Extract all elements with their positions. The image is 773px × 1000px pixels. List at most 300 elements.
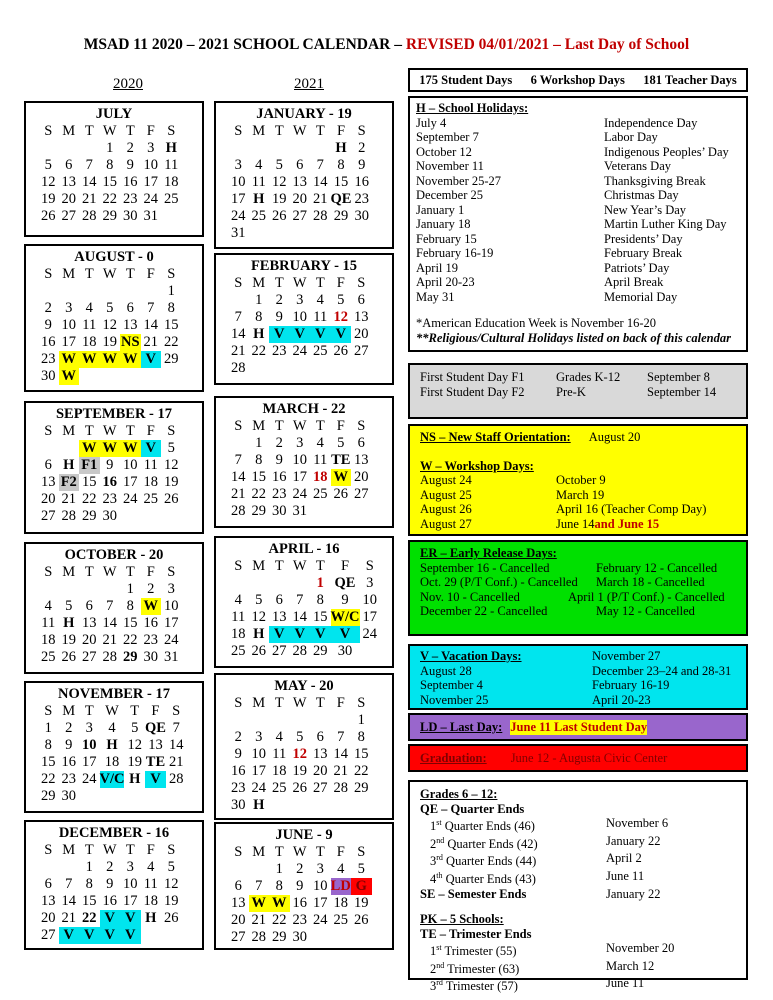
day-cell: 17 [362, 609, 377, 625]
holiday-row-col: Presidents’ Day [604, 231, 683, 246]
day-cell [351, 503, 372, 520]
workshop-row-col: August 27 [420, 516, 472, 531]
holiday-row-col: February 16-19 [416, 246, 494, 260]
day-cell: 11 [313, 452, 328, 468]
day-cell [290, 360, 311, 377]
holidays-heading: H – School Holidays: [416, 101, 529, 115]
calendar-grid [38, 423, 182, 525]
day-cell: 29 [333, 208, 349, 224]
day-cell [290, 712, 311, 729]
day-cell: F2 [59, 474, 80, 491]
weekday-header: M [252, 418, 266, 434]
day-cell: 28 [168, 771, 184, 787]
day-cell: 10 [292, 452, 307, 468]
calendar-grid [228, 275, 372, 377]
month-march: MARCH - 22 S M T W T F S 1 2 3 4 5 6 7 8 9 10 11 TE 13 14 15 16 17 18 W 20 21 22 23 24 25 26 27 28 29 30 31 [214, 396, 394, 528]
day-cell: 14 [313, 174, 328, 190]
day-cell: 16 [123, 174, 138, 190]
vacation-row-col: November 25 [420, 692, 489, 707]
day-cell: 1 [106, 140, 114, 156]
weekday-header: M [252, 558, 266, 574]
day-cell [38, 859, 59, 876]
workshop-row-col: April 16 (Teacher Comp Day) [556, 502, 707, 516]
day-cell: 8 [106, 157, 114, 173]
vacation-row-col: August 28 [420, 663, 472, 678]
day-cell: 24 [143, 191, 158, 207]
day-cell: 12 [127, 737, 142, 753]
day-cell [59, 283, 80, 300]
day-cell: 22 [123, 632, 138, 648]
early-release-row-col: March 18 - Cancelled [596, 575, 705, 589]
day-cell: QE [334, 575, 356, 591]
day-cell: 10 [251, 746, 266, 762]
weekday-header: T [315, 695, 325, 711]
day-cell: 4 [337, 861, 345, 877]
quarter-row-label: 3rd Quarter Ends (44) [430, 853, 537, 869]
day-cell [290, 225, 311, 242]
workshop-row [420, 502, 746, 517]
day-cell: 2 [44, 300, 52, 316]
day-cell: 6 [126, 300, 134, 316]
day-cell: 7 [316, 157, 324, 173]
day-cell: 23 [354, 191, 369, 207]
day-cell [310, 929, 331, 946]
day-cell: 16 [231, 763, 246, 779]
weekday-header: T [274, 418, 284, 434]
day-cell: LD [330, 878, 351, 894]
day-cell: 18 [164, 174, 179, 190]
weekday-header: S [357, 844, 366, 860]
day-cell: 10 [143, 157, 158, 173]
quarter-row-label: 4th Quarter Ends (43) [430, 870, 536, 887]
holiday-row-col: Independence Day [604, 115, 698, 130]
day-cell: 6 [296, 157, 304, 173]
day-cell: 21 [231, 343, 246, 359]
day-cell: 8 [337, 157, 345, 173]
day-cell: 10 [164, 598, 179, 614]
day-cell: 19 [292, 763, 307, 779]
day-cell: W [120, 351, 141, 368]
day-cell: 7 [234, 452, 242, 468]
day-cell: 29 [354, 780, 369, 796]
weekday-header: T [84, 564, 94, 580]
day-cell [166, 788, 187, 805]
day-cell: 21 [143, 334, 158, 350]
day-cell [269, 225, 290, 242]
day-cell: 18 [41, 632, 56, 648]
day-cell: 3 [65, 300, 73, 316]
day-cell: 5 [275, 157, 283, 173]
weekday-header: W [292, 844, 307, 860]
day-cell: 12 [292, 746, 307, 762]
day-cell: H [335, 140, 347, 156]
weekday-header: F [336, 123, 346, 139]
day-cell: 11 [231, 609, 246, 625]
day-cell: 30 [354, 208, 369, 224]
day-cell: 5 [106, 300, 114, 316]
day-cell: 6 [275, 592, 283, 608]
day-cell [351, 929, 372, 946]
day-cell [228, 435, 249, 452]
weekday-header: T [125, 423, 135, 439]
day-cell: 15 [354, 746, 369, 762]
day-cell: 25 [41, 649, 56, 665]
workshop-days: 6 Workshop Days [530, 73, 625, 87]
day-cell [249, 712, 270, 729]
day-cell: TE [145, 754, 166, 770]
te-label: TE – Trimester Ends [420, 926, 532, 941]
holiday-row-col: Christmas Day [604, 188, 679, 202]
day-cell [100, 368, 121, 385]
day-cell: 5 [167, 440, 175, 456]
day-cell: 1 [255, 435, 263, 451]
calendar-grid [228, 558, 380, 660]
day-cell: 1 [126, 581, 134, 597]
holiday-row [416, 188, 746, 203]
day-cell: 23 [143, 632, 158, 648]
day-cell: 5 [65, 598, 73, 614]
early-release-row-col: Nov. 10 - Cancelled [420, 589, 520, 604]
day-cell: 1 [167, 283, 175, 299]
day-cell: 7 [85, 157, 93, 173]
weekday-header: S [167, 266, 176, 282]
day-cell: 26 [272, 208, 287, 224]
day-cell: 11 [41, 615, 56, 631]
day-cell: 12 [333, 309, 348, 325]
day-cell: 23 [231, 780, 246, 796]
weekday-header: S [44, 123, 53, 139]
day-cell [269, 360, 290, 377]
ns-date: August 20 [588, 430, 641, 444]
holiday-row [416, 290, 746, 305]
day-cell: 10 [82, 737, 97, 753]
day-cell: 2 [275, 292, 283, 308]
day-cell: 3 [296, 435, 304, 451]
day-cell [310, 225, 331, 242]
day-cell: 21 [102, 632, 117, 648]
day-cell [331, 797, 352, 814]
day-cell [79, 368, 100, 385]
day-cell: 27 [354, 343, 369, 359]
day-cell: 21 [61, 910, 76, 926]
day-cell: 10 [292, 309, 307, 325]
day-cell [310, 712, 331, 729]
day-cell: 24 [313, 912, 328, 928]
workshop-row-col: October 9 [556, 473, 606, 487]
workshop-row-col: August 25 [420, 487, 472, 502]
day-cell [360, 643, 381, 660]
day-cell: 2 [106, 859, 114, 875]
day-cell: 16 [143, 615, 158, 631]
day-cell: 7 [65, 876, 73, 892]
quarter-row [420, 851, 746, 869]
last-day-box [408, 713, 748, 741]
weekday-header: T [274, 275, 284, 291]
day-cell: 29 [251, 503, 266, 519]
weekday-header: S [167, 564, 176, 580]
weekday-header: W [292, 695, 307, 711]
day-cell [310, 360, 331, 377]
day-cell: V [120, 910, 141, 927]
first-day-row-col: Pre-K [556, 384, 586, 399]
v-label: V – Vacation Days: [420, 649, 522, 663]
day-cell: 10 [313, 878, 328, 894]
day-cell: 1 [255, 292, 263, 308]
day-cell: 11 [143, 457, 158, 473]
calendar-grid [38, 123, 182, 225]
month-august: AUGUST - 0 S M T W T F S 1 2 3 4 5 6 7 8 9 10 11 12 13 14 15 16 17 18 19 NS 21 22 23 W W W W V 29 30 W [24, 244, 204, 392]
weekday-header: T [84, 123, 94, 139]
grad-value: June 12 - Augusta Civic Center [510, 751, 668, 765]
day-cell: 29 [82, 508, 97, 524]
day-cell: 3 [296, 292, 304, 308]
day-cell: 28 [251, 929, 266, 945]
weekday-header: M [252, 844, 266, 860]
day-cell: 8 [275, 878, 283, 894]
day-cell: 9 [296, 878, 304, 894]
quarter-row-date: November 6 [606, 816, 669, 830]
day-cell: 20 [231, 912, 246, 928]
day-cell: 3 [167, 581, 175, 597]
day-cell [141, 927, 162, 944]
day-cell: 12 [251, 609, 266, 625]
day-cell: 14 [143, 317, 158, 333]
day-cell: 27 [82, 649, 97, 665]
day-cell: H [165, 140, 177, 156]
weekday-header: W [102, 266, 117, 282]
day-cell: 20 [41, 491, 56, 507]
day-cell: 13 [82, 615, 97, 631]
day-cell: 8 [316, 592, 324, 608]
holiday-row-col: November 11 [416, 159, 484, 173]
day-cell: 25 [231, 643, 246, 659]
day-cell: 11 [313, 309, 328, 325]
early-release-row-col: May 12 - Cancelled [596, 604, 695, 618]
first-student-day-box [408, 363, 748, 419]
day-cell [331, 929, 352, 946]
day-cell [290, 575, 311, 592]
day-cell [59, 581, 80, 598]
day-cell: 13 [354, 452, 369, 468]
ns-label: NS – New Staff Orientation: [420, 430, 571, 444]
day-cell: 6 [357, 435, 365, 451]
month-september: SEPTEMBER - 17 S M T W T F S W W W V 5 6 H F1 9 10 11 12 13 F2 15 16 17 18 19 20 21 22 23 24 25 26 27 28 29 30 [24, 401, 204, 534]
day-cell [161, 208, 182, 225]
day-cell: 7 [172, 720, 180, 736]
holiday-list [416, 116, 746, 305]
day-cell: 29 [41, 788, 56, 804]
day-cell [249, 225, 270, 242]
day-cell: 22 [251, 343, 266, 359]
trimester-row [420, 941, 746, 959]
weekday-header: S [172, 703, 181, 719]
day-cell: 22 [272, 912, 287, 928]
day-cell: 13 [292, 174, 307, 190]
month-december: DECEMBER - 16 S M T W T F S 1 2 3 4 5 6 7 8 9 10 11 12 13 14 15 16 17 18 19 20 21 22 V V H 26 27 V V V V [24, 820, 204, 950]
day-cell: 4 [147, 859, 155, 875]
day-cell [228, 861, 249, 878]
day-cell: H [253, 191, 265, 207]
day-cell: W [269, 895, 290, 912]
se-date: January 22 [606, 886, 661, 901]
day-cell: 15 [333, 174, 349, 190]
weekday-header: W [102, 423, 117, 439]
weekday-header: S [357, 123, 366, 139]
day-cell: 15 [82, 474, 97, 490]
weekday-header: F [146, 423, 155, 439]
weekday-header: M [62, 564, 76, 580]
day-cell: V [290, 326, 311, 343]
workshop-box [408, 424, 748, 536]
day-cell: 12 [102, 317, 117, 333]
holiday-row [416, 261, 746, 276]
day-cell [161, 368, 182, 385]
weekday-header: S [357, 418, 366, 434]
calendar-grid [228, 123, 372, 242]
day-cell: 8 [167, 300, 175, 316]
day-cell: 18 [143, 474, 158, 490]
day-cell: 28 [333, 780, 348, 796]
day-cell: 27 [272, 643, 287, 659]
year-2021-label: 2021 [294, 76, 324, 92]
weekday-header: M [252, 695, 266, 711]
trimester-row-label: 3rd Trimester (57) [430, 978, 518, 994]
early-release-row [420, 604, 746, 619]
day-cell [228, 292, 249, 309]
holiday-row [416, 203, 746, 218]
day-cell: 29 [272, 929, 287, 945]
day-cell: 14 [61, 893, 76, 909]
day-cell: V [310, 626, 331, 643]
qe-label: QE – Quarter Ends [420, 801, 525, 816]
weekday-header: T [274, 695, 284, 711]
day-cell: 10 [123, 457, 138, 473]
weekday-header: T [315, 418, 325, 434]
day-cell [269, 712, 290, 729]
day-cell: 19 [354, 895, 369, 911]
day-cell: 3 [147, 140, 155, 156]
day-cell: 18 [104, 754, 120, 770]
day-cell: 4 [275, 729, 283, 745]
weekday-header: M [252, 275, 266, 291]
holiday-row-col: Martin Luther King Day [604, 217, 727, 231]
day-cell: 1 [357, 712, 365, 728]
workshop-row-col: August 24 [420, 473, 472, 487]
month-may: MAY - 20 S M T W T F S 1 2 3 4 5 6 7 8 9 10 11 12 13 14 15 16 17 18 19 20 21 22 23 24 25 26 27 28 29 30 H [214, 673, 394, 820]
trimester-row-date: March 12 [606, 958, 655, 973]
day-cell: 16 [41, 334, 56, 350]
day-cell: 23 [272, 486, 287, 502]
vacation-row-col: April 20-23 [592, 692, 651, 707]
weekday-header: T [315, 275, 325, 291]
day-cell [228, 575, 249, 592]
day-cell: H [145, 910, 157, 926]
day-cell [100, 581, 121, 598]
day-cell [59, 440, 80, 457]
day-cell: 6 [234, 878, 242, 894]
day-cell: 14 [168, 737, 184, 753]
day-cell: 5 [296, 729, 304, 745]
day-cell: 26 [61, 649, 76, 665]
day-cell: 19 [272, 191, 287, 207]
day-cell: 15 [123, 615, 138, 631]
day-cell: 3 [366, 575, 374, 591]
holiday-row-col: December 25 [416, 188, 483, 202]
day-cell: 5 [337, 435, 345, 451]
day-cell: 17 [143, 174, 158, 190]
day-cell: 27 [292, 208, 307, 224]
day-cell [331, 712, 352, 729]
trimester-row-label: 1st Trimester (55) [430, 943, 517, 959]
day-cell: 3 [234, 157, 242, 173]
day-cell: 2 [65, 720, 73, 736]
day-cell: 17 [292, 469, 307, 485]
day-cell: 28 [292, 643, 307, 659]
vacation-box [408, 644, 748, 710]
grad-label: Graduation: [420, 751, 487, 765]
weekday-header: T [125, 564, 135, 580]
weekday-header: W [292, 558, 307, 574]
day-cell [310, 503, 331, 520]
day-cell: 4 [255, 157, 263, 173]
holiday-row [416, 174, 746, 189]
day-cell: W [120, 440, 141, 457]
weekday-header: S [167, 842, 176, 858]
day-cell: W [79, 440, 100, 457]
day-cell: 11 [272, 746, 287, 762]
day-cell: 20 [354, 326, 369, 342]
day-cell: 2 [296, 861, 304, 877]
holiday-row [416, 159, 746, 174]
quarter-row-date: January 22 [606, 833, 661, 848]
page-title: MSAD 11 2020 – 2021 SCHOOL CALENDAR – REVISED 04/01/2021 – Last Day of School [83, 36, 690, 53]
day-cell: 21 [251, 912, 266, 928]
day-cell [269, 575, 290, 592]
day-cell: 22 [354, 763, 369, 779]
month-february: FEBRUARY - 15 S M T W T F S 1 2 3 4 5 6 7 8 9 10 11 12 13 14 H V V V V 20 21 22 23 24 25 26 27 28 [214, 253, 394, 385]
weekday-header: T [274, 558, 284, 574]
day-cell: 17 [82, 754, 97, 770]
day-cell: 2 [234, 729, 242, 745]
first-day-row-col: September 14 [647, 384, 717, 399]
day-cell: 24 [82, 771, 97, 787]
day-cell: 30 [61, 788, 76, 804]
weekday-header: T [84, 423, 94, 439]
day-cell: F1 [79, 457, 100, 474]
day-cell: 21 [82, 191, 97, 207]
holiday-row [416, 145, 746, 160]
holiday-row [416, 130, 746, 145]
day-cell: 24 [231, 208, 246, 224]
holiday-row-col: Thanksgiving Break [604, 173, 706, 188]
day-cell [351, 797, 372, 814]
day-cell: 1 [275, 861, 283, 877]
weekday-header: S [234, 275, 243, 291]
day-cell [141, 283, 162, 300]
day-cell: 3 [255, 729, 263, 745]
day-cell: 27 [61, 208, 76, 224]
weekday-header: F [336, 695, 345, 711]
weekday-header: T [315, 558, 325, 574]
holiday-row-col: April 20-23 [416, 275, 475, 289]
day-cell [310, 140, 331, 157]
month-june: JUNE - 9 S M T W T F S 1 2 3 4 5 6 7 8 9 10 LD G 13 W W 16 17 18 19 20 21 22 23 24 25 26 27 28 29 30 [214, 822, 394, 950]
grades-box [408, 780, 748, 994]
day-cell: 9 [341, 592, 349, 608]
day-cell: 1 [44, 720, 52, 736]
day-cell [79, 788, 100, 805]
early-release-row-col: February 12 - Cancelled [596, 560, 718, 575]
